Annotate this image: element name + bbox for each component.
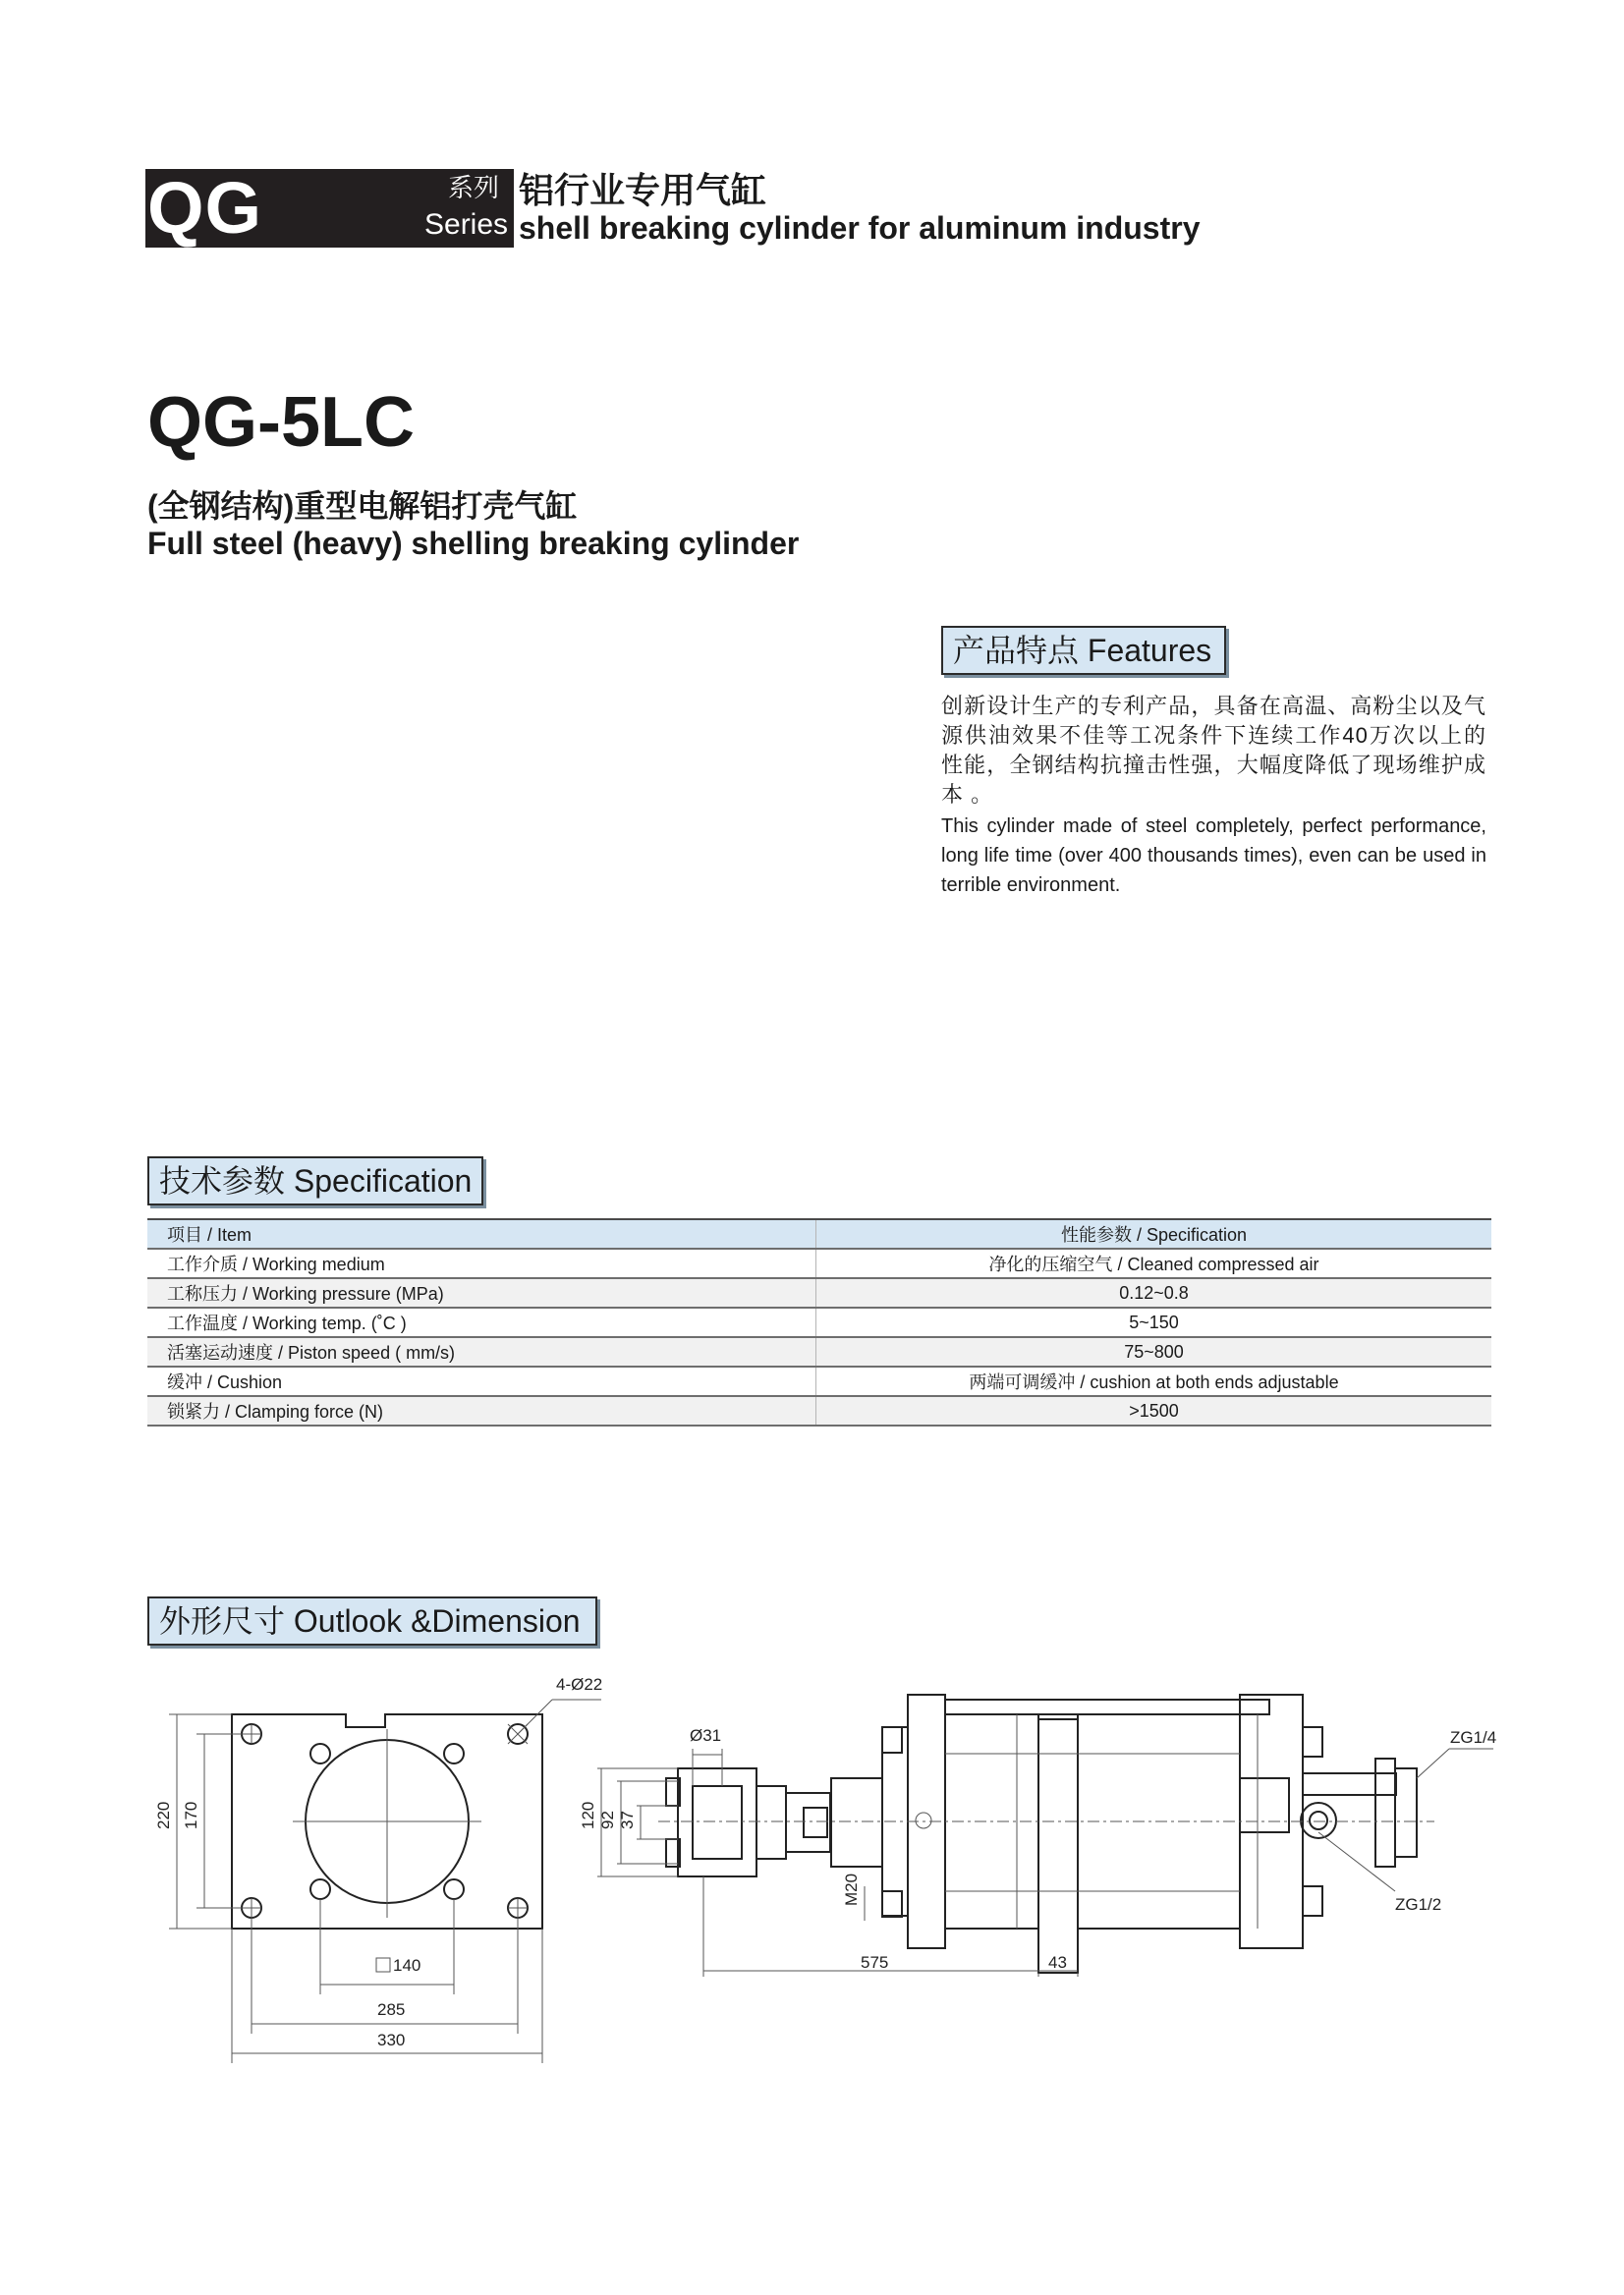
table-cell-item: 工作介质 / Working medium: [147, 1249, 816, 1278]
features-heading: 产品特点 Features: [941, 626, 1226, 675]
specification-heading: 技术参数 Specification: [147, 1156, 483, 1205]
label-holes: 4-Ø22: [556, 1675, 603, 1694]
table-row: [147, 1308, 1491, 1337]
table-row: [147, 1337, 1491, 1367]
table-cell-value: 0.12~0.8: [816, 1278, 1492, 1308]
middle-plate: [1038, 1719, 1078, 1973]
features-text-en: This cylinder made of steel completely, perfect performance, long life time (over 400 thousands times), even can be used in terrible environment.: [941, 815, 1486, 896]
dimension-drawing: [0, 1660, 1624, 2093]
clevis: [678, 1768, 756, 1876]
model-description-en: Full steel (heavy) shelling breaking cylinder: [147, 526, 800, 561]
table-cell-item: 工作温度 / Working temp. (˚C ): [147, 1308, 816, 1337]
table-cell-item: 锁紧力 / Clamping force (N): [147, 1396, 816, 1426]
header-title-en: shell breaking cylinder for aluminum industry: [519, 210, 1201, 246]
table-row: [147, 1367, 1491, 1396]
label-120: 120: [579, 1801, 597, 1829]
series-label-en: Series: [424, 208, 509, 241]
table-cell-value: 净化的压缩空气 / Cleaned compressed air: [816, 1249, 1492, 1278]
label-zg12: ZG1/2: [1395, 1895, 1442, 1914]
table-cell-value: 性能参数 / Specification: [816, 1219, 1492, 1249]
table-header-row: [147, 1219, 1491, 1249]
label-m20: M20: [842, 1873, 861, 1906]
table-cell-item: 活塞运动速度 / Piston speed ( mm/s): [147, 1337, 816, 1367]
header-title-zh: 铝行业专用气缸: [519, 170, 767, 210]
series-label-zh: 系列: [448, 173, 500, 202]
table-cell-item: 工称压力 / Working pressure (MPa): [147, 1278, 816, 1308]
table-cell-item: 项目 / Item: [147, 1219, 816, 1249]
label-d31: Ø31: [690, 1726, 722, 1745]
label-92: 92: [598, 1811, 617, 1829]
model-code: QG-5LC: [147, 383, 416, 462]
label-140: 140: [393, 1956, 421, 1975]
table-row: [147, 1249, 1491, 1278]
label-285: 285: [377, 2000, 406, 2019]
label-43: 43: [1048, 1953, 1067, 1972]
series-code: QG: [147, 167, 263, 249]
label-37: 37: [618, 1811, 637, 1829]
label-170: 170: [182, 1801, 200, 1829]
table-cell-item: 缓冲 / Cushion: [147, 1367, 816, 1396]
table-row: [147, 1396, 1491, 1426]
table-cell-value: 75~800: [816, 1337, 1492, 1367]
table-row: [147, 1278, 1491, 1308]
dimension-heading: 外形尺寸 Outlook &Dimension: [147, 1596, 597, 1646]
features-text-zh: 创新设计生产的专利产品，具备在高温、高粉尘以及气源供油效果不佳等工况条件下连续工作40万次以上的性能，全钢结构抗撞击性强，大幅度降低了现场维护成本 。: [941, 694, 1486, 807]
table-cell-value: 两端可调缓冲 / cushion at both ends adjustable: [816, 1367, 1492, 1396]
label-575: 575: [861, 1953, 889, 1972]
specification-table: [147, 1218, 1491, 1427]
label-220: 220: [154, 1801, 173, 1829]
table-cell-value: >1500: [816, 1396, 1492, 1426]
model-description-zh: (全钢结构)重型电解铝打壳气缸: [147, 488, 578, 524]
table-cell-value: 5~150: [816, 1308, 1492, 1337]
label-zg14: ZG1/4: [1450, 1728, 1497, 1747]
label-330: 330: [377, 2031, 406, 2049]
